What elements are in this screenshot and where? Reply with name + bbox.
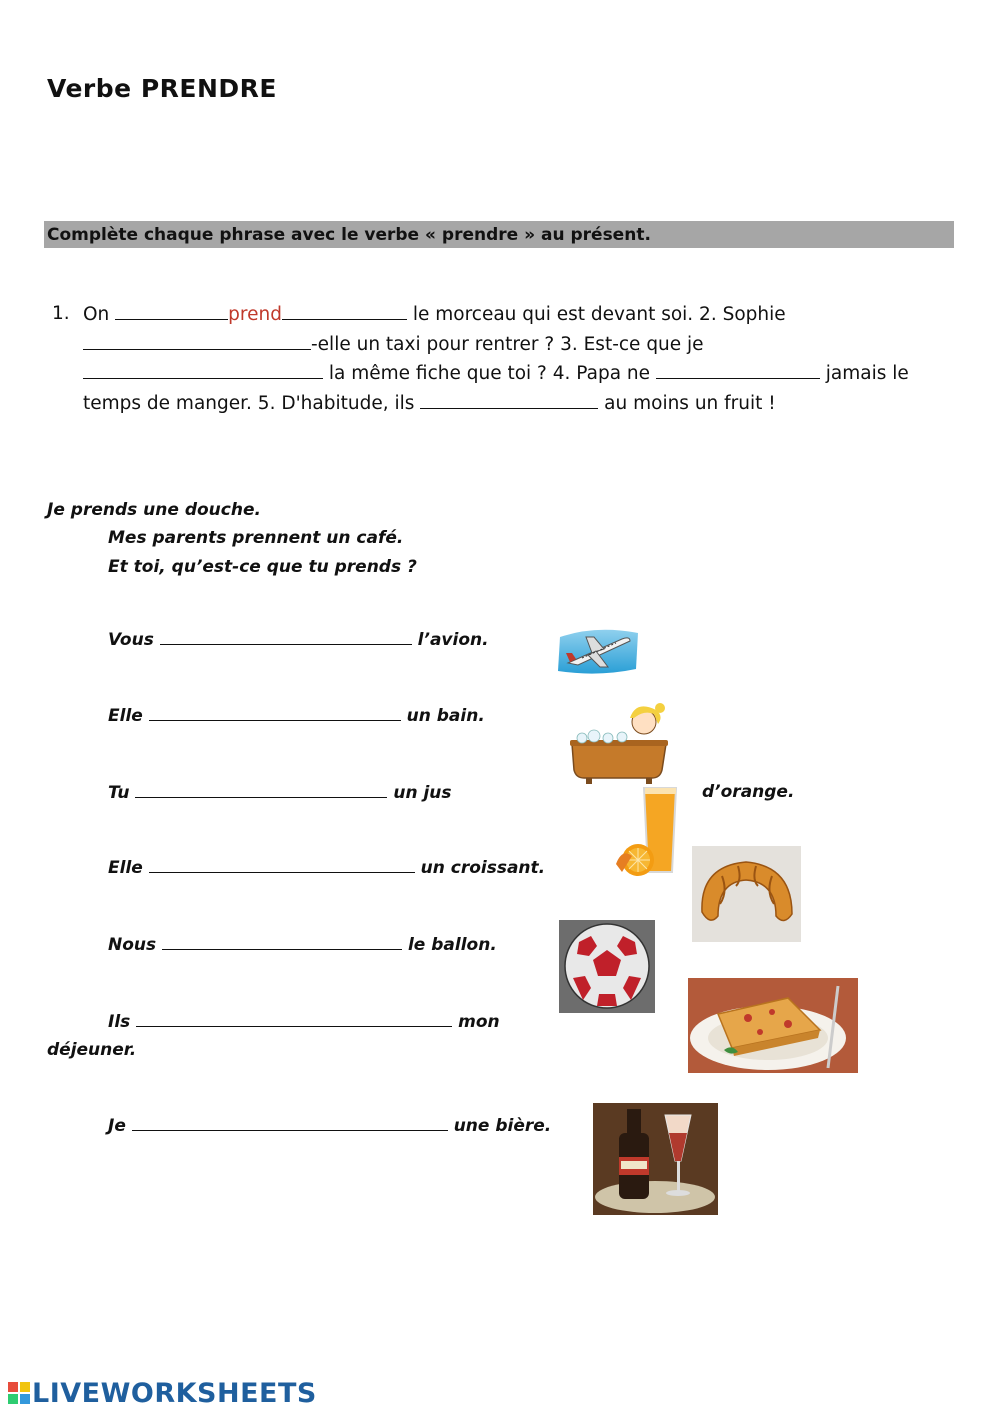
subject: Vous — [108, 630, 154, 650]
sentence-ils — [108, 1011, 500, 1032]
ex1-text-4: la même fiche que toi ? 4. Papa ne — [323, 363, 656, 384]
sentence-vous — [108, 629, 489, 650]
sentence-end: l’avion. — [411, 630, 489, 650]
subject: Tu — [108, 783, 130, 803]
blank-nous[interactable] — [162, 934, 402, 950]
logo-icon — [8, 1380, 30, 1402]
beer-picture — [593, 1103, 718, 1215]
sentence-je — [108, 1115, 551, 1136]
blank-elle-bain[interactable] — [149, 705, 401, 721]
ex1-text-3: -elle un taxi pour rentrer ? 3. Est-ce que je — [311, 333, 704, 355]
orange-juice-picture — [614, 786, 680, 878]
sentence-elle-croissant — [108, 857, 545, 878]
subject: Je — [108, 1116, 126, 1136]
answer-prend[interactable]: prend — [228, 304, 282, 325]
subject: Elle — [108, 858, 143, 878]
airplane-picture — [556, 625, 640, 677]
example-3: Et toi, qu’est-ce que tu prends ? — [108, 557, 417, 577]
blank-2[interactable] — [83, 330, 311, 350]
blank-elle-croissant[interactable] — [149, 857, 415, 873]
ex1-text-6: temps de manger. 5. D'habitude, ils — [83, 392, 421, 414]
subject: Elle — [108, 706, 143, 726]
page-title: Verbe PRENDRE — [47, 74, 277, 103]
bath-picture — [566, 700, 670, 784]
sentence-end: un croissant. — [414, 858, 546, 878]
ex1-text-2: le morceau qui est devant soi. 2. Sophie — [406, 304, 786, 325]
sentence-end: une bière. — [447, 1116, 552, 1136]
blank-ils[interactable] — [136, 1011, 452, 1027]
instruction-band: Complète chaque phrase avec le verbe « prendre » au présent. — [44, 221, 954, 248]
example-2: Mes parents prennent un café. — [108, 528, 404, 548]
ex1-text-5: jamais le — [819, 363, 909, 384]
blank-vous[interactable] — [160, 629, 412, 645]
subject: Ils — [108, 1012, 131, 1032]
dejeuner-suffix: déjeuner. — [47, 1040, 137, 1060]
quiche-picture — [688, 978, 858, 1073]
orange-suffix: d’orange. — [702, 782, 795, 802]
subject: Nous — [108, 935, 157, 955]
ball-picture — [559, 920, 655, 1013]
sentence-end: un bain. — [400, 706, 485, 726]
sentence-elle-bain — [108, 705, 485, 726]
blank-5[interactable] — [420, 389, 598, 409]
ex1-text-1: On — [83, 304, 116, 325]
blank-4[interactable] — [656, 359, 820, 379]
exercise-number: 1. — [52, 303, 70, 324]
sentence-end: mon — [452, 1012, 500, 1032]
sentence-end: le ballon. — [402, 935, 497, 955]
blank-3[interactable] — [83, 359, 323, 379]
exercise-1 — [52, 300, 932, 418]
ex1-text-7: au moins un fruit ! — [598, 392, 776, 414]
sentence-nous — [108, 934, 497, 955]
blank-je[interactable] — [132, 1115, 448, 1131]
croissant-picture — [692, 846, 801, 942]
sentence-end: un jus — [387, 783, 452, 803]
liveworksheets-logo[interactable] — [8, 1378, 317, 1409]
sentence-tu — [108, 782, 452, 803]
blank-tu[interactable] — [135, 782, 387, 798]
example-1: Je prends une douche. — [47, 500, 261, 520]
blank-1-tail[interactable] — [282, 300, 407, 320]
footer-text: LIVEWORKSHEETS — [32, 1378, 317, 1409]
blank-1[interactable] — [115, 300, 228, 320]
